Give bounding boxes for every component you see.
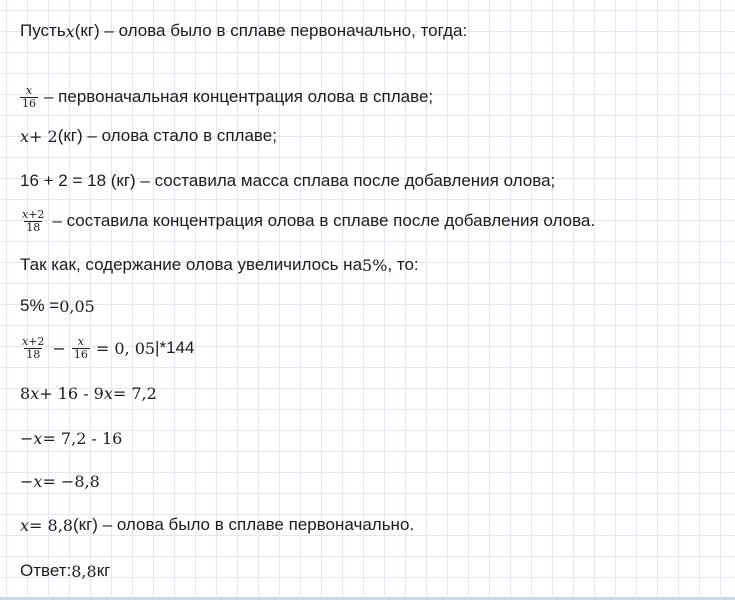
- fraction: [20, 85, 38, 110]
- equals-value: = 0, 05: [95, 338, 156, 358]
- denominator: 18: [26, 347, 41, 361]
- percent: 5%: [362, 255, 388, 275]
- initial-concentration-line: [20, 80, 433, 114]
- numerator-variable: x: [22, 334, 29, 348]
- result-negative-line: [20, 467, 100, 495]
- variable: x: [20, 126, 30, 146]
- answer-unit: кг: [96, 561, 111, 580]
- intro-line: [20, 17, 467, 45]
- variable: x: [33, 428, 43, 448]
- coefficient: 8: [20, 383, 31, 403]
- fraction-left: [20, 336, 46, 361]
- expression: = 8,8: [29, 515, 73, 535]
- fraction-right: [72, 336, 90, 361]
- fraction: [20, 209, 46, 234]
- minus-sign: −: [52, 338, 66, 358]
- text: (кг) – олова стало в сплаве;: [57, 126, 277, 145]
- denominator: 16: [22, 96, 36, 110]
- tin-after-line: [20, 122, 277, 150]
- variable: x: [65, 21, 75, 41]
- minus-sign: −: [20, 428, 34, 448]
- text: (кг) – олова было в сплаве первоначально.: [72, 515, 415, 534]
- expression: + 16 - 9: [39, 383, 104, 403]
- numerator-variable: x: [22, 207, 29, 221]
- text: 5% =: [20, 296, 60, 315]
- text: , то:: [387, 255, 419, 274]
- alloy-mass-line: [20, 167, 555, 195]
- numerator: x: [25, 83, 33, 97]
- expression: = 7,2 - 16: [42, 428, 123, 448]
- condition-line: [20, 251, 419, 279]
- simplified-equation-line: [20, 424, 122, 452]
- answer-value: 8,8: [71, 561, 97, 581]
- variable: x: [20, 515, 30, 535]
- expression: + 2: [29, 126, 58, 146]
- numerator-rest: +2: [28, 334, 45, 348]
- percent-conversion-line: [20, 292, 95, 320]
- text: – первоначальная концентрация олова в сплаве;: [44, 87, 434, 106]
- text: 16 + 2 = 18 (кг) – составила масса сплава после добавления олова;: [20, 171, 556, 190]
- answer-label: Ответ:: [20, 561, 72, 580]
- answer-line: [20, 557, 110, 585]
- text: Пусть: [20, 21, 66, 40]
- equation-line: [20, 330, 194, 366]
- variable: x: [30, 383, 40, 403]
- text: – составила концентрация олова в сплаве после добавления олова.: [52, 211, 596, 230]
- new-concentration-line: [20, 204, 595, 238]
- variable: x: [33, 471, 43, 491]
- text: Так как, содержание олова увеличилось на: [20, 255, 363, 274]
- numerator: x: [77, 334, 84, 348]
- variable: x: [103, 383, 113, 403]
- result-line: [20, 511, 414, 539]
- denominator: 18: [26, 220, 41, 234]
- expression: = −8,8: [42, 471, 100, 491]
- expression: = 7,2: [112, 383, 157, 403]
- numerator-rest: +2: [28, 207, 45, 221]
- text: (кг) – олова было в сплаве первоначально, тогда:: [74, 21, 468, 40]
- denominator: 16: [73, 347, 88, 361]
- multiplier: |*144: [155, 338, 195, 357]
- decimal-value: 0,05: [59, 296, 95, 316]
- minus-sign: −: [20, 471, 34, 491]
- expanded-equation-line: [20, 379, 157, 407]
